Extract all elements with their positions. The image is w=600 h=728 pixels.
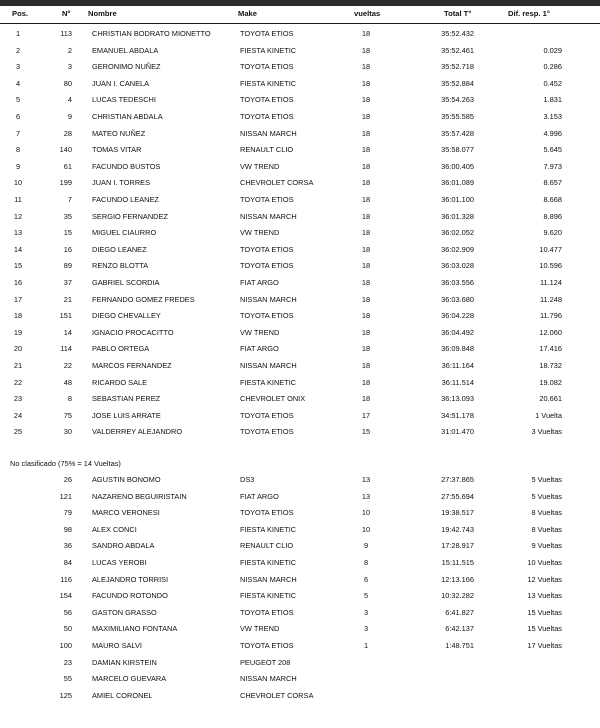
cell-name: JOSE LUIS ARRATE (92, 410, 161, 420)
cell-make: TOYOTA ETIOS (240, 244, 294, 254)
cell-diff: 9.620 (543, 228, 562, 238)
table-row (0, 538, 600, 555)
table-row (0, 472, 600, 489)
cell-total: 36:11.514 (441, 377, 474, 387)
cell-num: 113 (60, 29, 72, 38)
cell-laps: 18 (361, 128, 371, 138)
cell-name: TOMAS VITAR (92, 145, 142, 155)
cell-make: FIESTA KINETIC (240, 78, 297, 88)
cell-make: NISSAN MARCH (240, 128, 297, 138)
cell-total: 36:02.909 (441, 244, 474, 254)
cell-total: 6:41.827 (445, 607, 474, 617)
cell-pos: 10 (13, 178, 23, 188)
table-row (0, 225, 600, 242)
cell-laps: 18 (361, 311, 371, 321)
cell-num: 55 (63, 674, 72, 684)
header-diff: Dif. resp. 1° (508, 9, 550, 18)
cell-make: TOYOTA ETIOS (240, 112, 294, 121)
cell-total: 15:11.515 (441, 558, 474, 567)
cell-num: 114 (60, 344, 72, 354)
cell-name: GABRIEL SCORDIA (92, 278, 160, 287)
table-row (0, 109, 600, 126)
cell-make: CHEVROLET CORSA (240, 690, 314, 700)
cell-name: MIGUEL CIAURRO (92, 228, 157, 238)
cell-make: TOYOTA ETIOS (240, 427, 294, 437)
table-row (0, 424, 600, 441)
table-row (0, 489, 600, 506)
cell-diff: 13 Vueltas (527, 591, 562, 601)
cell-pos: 1 (15, 29, 21, 38)
cell-total: 35:54.263 (441, 95, 474, 105)
table-row (0, 159, 600, 176)
cell-num: 35 (63, 211, 72, 221)
cell-name: MARCOS FERNANDEZ (92, 361, 172, 370)
cell-name: GERONIMO NUÑEZ (92, 62, 161, 72)
cell-total: 36:01.100 (441, 195, 474, 204)
cell-laps: 18 (361, 161, 371, 171)
cell-laps: 6 (363, 574, 369, 584)
cell-name: MARCO VERONESI (92, 508, 160, 518)
cell-total: 1:48.751 (445, 641, 474, 650)
cell-make: RENAULT CLIO (240, 145, 294, 155)
table-row (0, 126, 600, 143)
cell-make: FIESTA KINETIC (240, 524, 297, 534)
cell-num: 16 (63, 244, 72, 254)
cell-make: FIAT ARGO (240, 344, 279, 354)
cell-diff: 8 Vueltas (531, 524, 562, 534)
cell-num: 79 (63, 508, 72, 518)
cell-laps: 15 (361, 427, 371, 437)
cell-diff: 3.153 (543, 112, 562, 121)
cell-num: 80 (63, 78, 72, 88)
cell-total: 35:57.428 (441, 128, 474, 138)
table-row (0, 522, 600, 539)
cell-pos: 21 (13, 361, 23, 370)
cell-make: FIAT ARGO (240, 491, 279, 501)
cell-name: MAURO SALVI (92, 641, 142, 650)
cell-laps: 18 (361, 244, 371, 254)
cell-diff: 15 Vueltas (527, 624, 562, 634)
table-row (0, 175, 600, 192)
cell-name: ALEJANDRO TORRISI (92, 574, 169, 584)
cell-make: TOYOTA ETIOS (240, 95, 294, 105)
cell-num: 151 (59, 311, 72, 321)
cell-name: JUAN I. TORRES (92, 178, 151, 188)
cell-diff: 20.661 (539, 394, 562, 404)
table-row (0, 588, 600, 605)
cell-total: 35:52.432 (441, 29, 474, 38)
cell-name: PABLO ORTEGA (92, 344, 150, 354)
cell-diff: 5 Vueltas (531, 475, 562, 484)
cell-name: DIEGO LEANEZ (92, 244, 147, 254)
cell-laps: 18 (361, 294, 371, 304)
cell-pos: 23 (13, 394, 23, 404)
cell-laps: 18 (361, 327, 371, 337)
cell-num: 36 (63, 541, 72, 551)
cell-num: 61 (63, 161, 72, 171)
cell-total: 19:42.743 (441, 524, 474, 534)
cell-name: SEBASTIAN PEREZ (92, 394, 161, 404)
cell-name: SERGIO FERNANDEZ (92, 211, 168, 221)
table-row (0, 408, 600, 425)
cell-laps: 18 (361, 195, 371, 204)
table-row (0, 275, 600, 292)
cell-name: SANDRO ABDALA (92, 541, 155, 551)
table-row (0, 358, 600, 375)
cell-num: 154 (59, 591, 72, 601)
cell-laps: 10 (361, 508, 371, 518)
cell-laps: 1 (363, 641, 369, 650)
cell-laps: 18 (361, 394, 371, 404)
cell-laps: 18 (361, 95, 371, 105)
cell-total: 35:52.884 (441, 78, 474, 88)
cell-num: 100 (59, 641, 72, 650)
cell-make: VW TREND (240, 624, 280, 634)
cell-make: VW TREND (240, 161, 280, 171)
cell-diff: 12.060 (539, 327, 562, 337)
table-row (0, 258, 600, 275)
cell-num: 30 (63, 427, 72, 437)
table-row (0, 605, 600, 622)
cell-laps: 13 (361, 491, 371, 501)
cell-diff: 8.657 (543, 178, 562, 188)
cell-total: 27:55.694 (441, 491, 474, 501)
cell-make: VW TREND (240, 327, 280, 337)
cell-make: FIESTA KINETIC (240, 558, 297, 567)
cell-name: VALDERREY ALEJANDRO (92, 427, 183, 437)
cell-total: 35:55.585 (441, 112, 474, 121)
cell-diff: 12 Vueltas (527, 574, 562, 584)
cell-diff: 0.452 (543, 78, 562, 88)
cell-make: TOYOTA ETIOS (240, 195, 294, 204)
cell-pos: 16 (13, 278, 23, 287)
cell-total: 27:37.865 (441, 475, 474, 484)
cell-num: 9 (67, 112, 72, 121)
cell-total: 36:02.052 (441, 228, 474, 238)
table-row (0, 638, 600, 655)
cell-laps: 18 (361, 78, 371, 88)
table-row (0, 242, 600, 259)
cell-diff: 18.732 (539, 361, 562, 370)
table-row (0, 209, 600, 226)
cell-pos: 12 (13, 211, 23, 221)
not-classified-title: No clasificado (75% = 14 Vueltas) (10, 459, 121, 468)
cell-num: 28 (63, 128, 72, 138)
cell-diff: 11.796 (539, 311, 562, 321)
cell-total: 36:00.405 (441, 161, 474, 171)
table-row (0, 325, 600, 342)
cell-pos: 3 (15, 62, 21, 72)
cell-total: 17:28.917 (441, 541, 474, 551)
cell-make: TOYOTA ETIOS (240, 29, 294, 38)
cell-num: 50 (63, 624, 72, 634)
cell-total: 35:52.718 (441, 62, 474, 72)
cell-diff: 11.124 (539, 278, 562, 287)
cell-name: IGNACIO PROCACITTO (92, 327, 174, 337)
cell-num: 199 (59, 178, 72, 188)
cell-total: 6:42.137 (445, 624, 474, 634)
cell-name: DIEGO CHEVALLEY (92, 311, 161, 321)
cell-num: 4 (67, 95, 72, 105)
table-row (0, 292, 600, 309)
cell-make: TOYOTA ETIOS (240, 508, 294, 518)
cell-make: TOYOTA ETIOS (240, 410, 294, 420)
cell-diff: 10 Vueltas (527, 558, 562, 567)
cell-num: 23 (63, 657, 72, 667)
cell-make: FIESTA KINETIC (240, 377, 297, 387)
header-make: Make (238, 9, 257, 18)
cell-diff: 9 Vueltas (531, 541, 562, 551)
cell-num: 21 (63, 294, 72, 304)
cell-make: CHEVROLET CORSA (240, 178, 314, 188)
cell-num: 121 (59, 491, 72, 501)
cell-pos: 24 (13, 410, 23, 420)
cell-total: 10:32.282 (441, 591, 474, 601)
table-row (0, 192, 600, 209)
cell-pos: 22 (13, 377, 23, 387)
cell-total: 12:13.166 (441, 574, 474, 584)
cell-make: TOYOTA ETIOS (240, 641, 294, 650)
cell-num: 116 (60, 574, 72, 584)
cell-laps: 18 (361, 261, 371, 271)
cell-laps: 5 (363, 591, 369, 601)
cell-name: CHRISTIAN ABDALA (92, 112, 163, 121)
cell-diff: 0.029 (543, 45, 562, 55)
table-row (0, 555, 600, 572)
cell-laps: 13 (361, 475, 371, 484)
cell-name: LUCAS TEDESCHI (92, 95, 156, 105)
cell-diff: 15 Vueltas (527, 607, 562, 617)
table-row (0, 26, 600, 43)
cell-laps: 17 (361, 410, 371, 420)
header-pos: Pos. (12, 9, 29, 18)
cell-laps: 3 (363, 607, 369, 617)
cell-num: 7 (67, 195, 72, 204)
table-row (0, 671, 600, 688)
cell-make: NISSAN MARCH (240, 361, 297, 370)
cell-make: PEUGEOT 208 (240, 657, 291, 667)
cell-pos: 9 (15, 161, 21, 171)
cell-total: 35:58.077 (441, 145, 474, 155)
cell-name: FACUNDO LEANEZ (92, 195, 159, 204)
cell-total: 36:13.093 (441, 394, 474, 404)
cell-pos: 7 (15, 128, 21, 138)
cell-name: JUAN I. CANELA (92, 78, 150, 88)
cell-laps: 18 (361, 211, 371, 221)
cell-name: MATEO NUÑEZ (92, 128, 146, 138)
cell-make: TOYOTA ETIOS (240, 311, 294, 321)
cell-pos: 18 (13, 311, 23, 321)
cell-laps: 18 (361, 45, 371, 55)
cell-diff: 7.973 (543, 161, 562, 171)
cell-name: RICARDO SALE (92, 377, 148, 387)
table-row (0, 391, 600, 408)
cell-total: 36:03.028 (441, 261, 474, 271)
header-name: Nombre (88, 9, 117, 18)
cell-diff: 11.248 (539, 294, 562, 304)
table-row (0, 655, 600, 672)
cell-make: FIAT ARGO (240, 278, 279, 287)
cell-total: 35:52.461 (441, 45, 474, 55)
table-row (0, 76, 600, 93)
cell-diff: 8.896 (543, 211, 562, 221)
table-row (0, 688, 600, 705)
cell-make: TOYOTA ETIOS (240, 261, 294, 271)
cell-make: TOYOTA ETIOS (240, 607, 294, 617)
cell-laps: 18 (361, 278, 371, 287)
cell-pos: 17 (13, 294, 23, 304)
cell-pos: 13 (13, 228, 23, 238)
table-row (0, 375, 600, 392)
cell-diff: 8.668 (543, 195, 562, 204)
cell-laps: 18 (361, 361, 371, 370)
cell-laps: 18 (361, 145, 371, 155)
cell-make: NISSAN MARCH (240, 294, 297, 304)
table-row (0, 308, 600, 325)
cell-make: DS3 (240, 475, 255, 484)
cell-num: 140 (59, 145, 72, 155)
cell-total: 36:11.164 (441, 361, 474, 370)
cell-total: 36:03.556 (441, 278, 474, 287)
cell-diff: 3 Vueltas (531, 427, 562, 437)
cell-total: 34:51.178 (441, 410, 474, 420)
cell-diff: 17 Vueltas (527, 641, 562, 650)
cell-laps: 18 (361, 29, 371, 38)
cell-num: 26 (63, 475, 72, 484)
cell-make: TOYOTA ETIOS (240, 62, 294, 72)
cell-num: 75 (63, 410, 72, 420)
cell-pos: 20 (13, 344, 23, 354)
cell-diff: 5.645 (543, 145, 562, 155)
cell-pos: 19 (13, 327, 23, 337)
cell-laps: 18 (361, 377, 371, 387)
cell-num: 2 (67, 45, 72, 55)
cell-name: NAZARENO BEGUIRISTAIN (92, 491, 187, 501)
cell-pos: 5 (15, 95, 21, 105)
cell-name: AGUSTIN BONOMO (92, 475, 161, 484)
cell-num: 37 (63, 278, 72, 287)
cell-total: 36:09.848 (441, 344, 474, 354)
cell-diff: 8 Vueltas (531, 508, 562, 518)
header-total-time: Total T° (444, 9, 472, 18)
cell-pos: 14 (13, 244, 23, 254)
cell-num: 84 (63, 558, 72, 567)
cell-num: 48 (63, 377, 72, 387)
cell-laps: 18 (361, 112, 371, 121)
header-number: Nº (62, 9, 71, 18)
table-row (0, 341, 600, 358)
cell-total: 36:01.328 (441, 211, 474, 221)
cell-pos: 6 (15, 112, 21, 121)
cell-laps: 18 (361, 344, 371, 354)
cell-total: 19:38.517 (441, 508, 474, 518)
cell-name: LUCAS YEROBI (92, 558, 147, 567)
cell-num: 8 (67, 394, 72, 404)
cell-diff: 10.596 (539, 261, 562, 271)
cell-name: RENZO BLOTTA (92, 261, 149, 271)
cell-make: VW TREND (240, 228, 280, 238)
table-row (0, 505, 600, 522)
cell-num: 98 (63, 524, 72, 534)
cell-total: 36:04.228 (441, 311, 474, 321)
cell-diff: 0.286 (543, 62, 562, 72)
cell-pos: 25 (13, 427, 23, 437)
results-table-header (0, 6, 600, 24)
cell-diff: 4.996 (543, 128, 562, 138)
cell-make: FIESTA KINETIC (240, 45, 297, 55)
cell-pos: 11 (14, 195, 22, 204)
cell-num: 22 (63, 361, 72, 370)
cell-make: FIESTA KINETIC (240, 591, 297, 601)
cell-num: 15 (63, 228, 72, 238)
cell-laps: 18 (361, 62, 371, 72)
cell-laps: 9 (363, 541, 369, 551)
cell-num: 125 (59, 690, 72, 700)
cell-make: NISSAN MARCH (240, 574, 297, 584)
cell-total: 36:01.089 (441, 178, 474, 188)
cell-num: 56 (63, 607, 72, 617)
table-row (0, 59, 600, 76)
cell-name: FERNANDO GOMEZ FREDES (92, 294, 195, 304)
cell-make: CHEVROLET ONIX (240, 394, 306, 404)
cell-laps: 8 (363, 558, 369, 567)
header-laps: vueltas (354, 9, 381, 18)
cell-name: MAXIMILIANO FONTANA (92, 624, 178, 634)
cell-name: MARCELO GUEVARA (92, 674, 167, 684)
table-row (0, 92, 600, 109)
cell-pos: 8 (15, 145, 21, 155)
cell-name: FACUNDO BUSTOS (92, 161, 161, 171)
table-row (0, 572, 600, 589)
cell-name: FACUNDO ROTONDO (92, 591, 168, 601)
cell-laps: 10 (361, 524, 371, 534)
table-row (0, 621, 600, 638)
cell-name: GASTON GRASSO (92, 607, 157, 617)
cell-pos: 2 (15, 45, 21, 55)
cell-num: 89 (63, 261, 72, 271)
cell-total: 36:03.680 (441, 294, 474, 304)
cell-diff: 10.477 (539, 244, 562, 254)
cell-total: 31:01.470 (441, 427, 474, 437)
table-row (0, 43, 600, 60)
cell-laps: 18 (361, 178, 371, 188)
cell-diff: 17.416 (539, 344, 562, 354)
cell-num: 14 (63, 327, 72, 337)
cell-pos: 4 (15, 78, 21, 88)
cell-total: 36:04.492 (441, 327, 474, 337)
table-row (0, 142, 600, 159)
cell-diff: 19.082 (539, 377, 562, 387)
cell-diff: 1.831 (543, 95, 562, 105)
cell-name: EMANUEL ABDALA (92, 45, 159, 55)
cell-make: NISSAN MARCH (240, 211, 297, 221)
cell-name: AMIEL CORONEL (92, 690, 153, 700)
cell-num: 3 (67, 62, 72, 72)
cell-pos: 15 (13, 261, 23, 271)
cell-make: RENAULT CLIO (240, 541, 294, 551)
cell-name: CHRISTIAN BODRATO MIONETTO (92, 29, 211, 38)
cell-name: DAMIAN KIRSTEIN (92, 657, 157, 667)
cell-diff: 5 Vueltas (531, 491, 562, 501)
cell-make: NISSAN MARCH (240, 674, 297, 684)
cell-laps: 3 (363, 624, 369, 634)
cell-laps: 18 (361, 228, 371, 238)
cell-diff: 1 Vuelta (535, 410, 562, 420)
cell-name: ALEX CONCI (92, 524, 137, 534)
